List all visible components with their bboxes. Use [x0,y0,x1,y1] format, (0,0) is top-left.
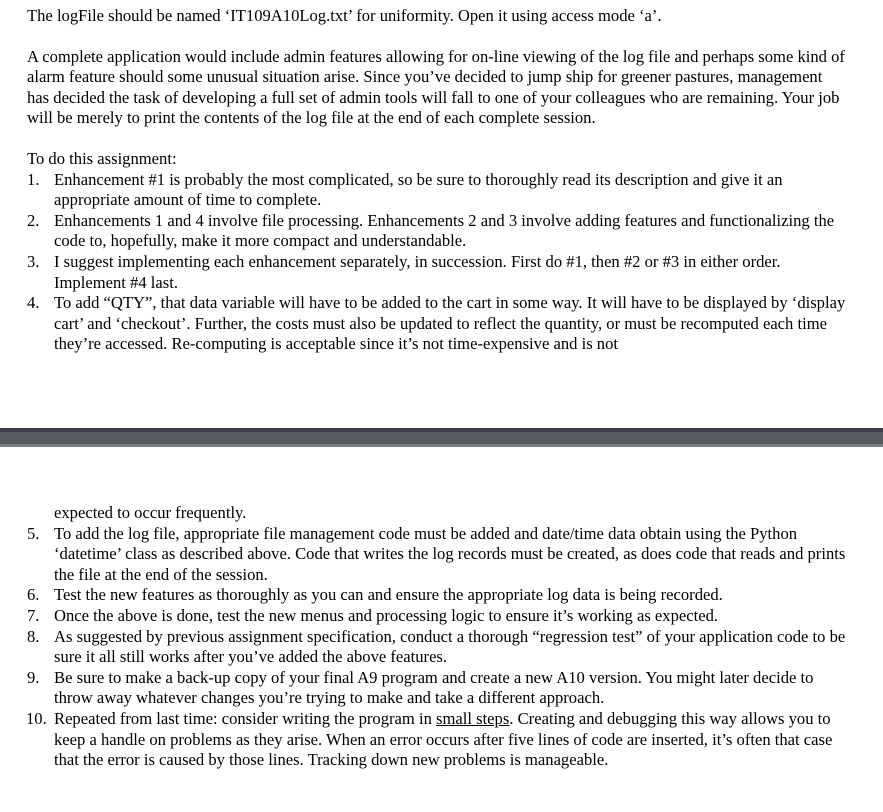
list-text-after: . Creating and debugging this way allows you to keep a handle on problems as they arise. When an error occurs after five lines of code are inserted, it’s often that case that the error is caused by those lines. Tracking down new problems is manageable. [54,708,833,770]
top-steps-list [27,170,847,355]
page-break-shadow [0,428,883,432]
list-text: Be sure to make a back-up copy of your final A9 program and create a new A10 version. You might later decide to throw away whatever changes you’re trying to make and take a different approach. [54,667,814,708]
list-text-before: Repeated from last time: consider writing the program in [54,708,437,728]
list-item [27,709,847,771]
paragraph-admin: A complete application would include admin features allowing for on-line viewing of the log file and perhaps some kind of alarm feature should some unusual situation arise. Since you’ve decided to jump ship for greener pastures, management has decided the task of developing a full set of admin tools will fall to one of your colleagues who are remaining. Your job will be merely to print the contents of the log file at the end of each complete session. [27,46,845,128]
list-item [27,170,847,211]
list-text: As suggested by previous assignment specification, conduct a thorough “regression test” of your application code to be sure it all still works after you’ve added the above features. [54,626,846,667]
bottom-steps-list [27,524,847,771]
paragraph-logfile: The logFile should be named ‘IT109A10Log.txt’ for uniformity. Open it using access mode ‘a’. [27,6,662,25]
list-item [27,211,847,252]
top-page-content [27,6,847,355]
list-number: 8. [27,626,40,646]
list-continuation: expected to occur frequently. [54,503,247,522]
list-number: 3. [27,251,40,271]
list-number: 9. [27,667,40,687]
list-number: 10. [26,708,47,728]
list-text: Once the above is done, test the new menus and processing logic to ensure it’s working as expected. [54,605,719,625]
list-text: Enhancement #1 is probably the most complicated, so be sure to thoroughly read its description and give it an appropriate amount of time to complete. [54,169,783,210]
page-break-divider [0,428,883,447]
list-number: 5. [27,523,40,543]
list-item [27,585,847,606]
list-text: To add the log file, appropriate file management code must be added and date/time data obtain using the Python ‘datetime’ class as described above. Code that writes the log records must be created, as does code that reads and prints the file at the end of the session. [54,523,846,584]
list-item [27,606,847,627]
bottom-page-content [27,503,847,771]
list-item [27,668,847,709]
page-bottom [0,447,883,812]
list-item [27,524,847,586]
list-text: I suggest implementing each enhancement separately, in succession. First do #1, then #2 or #3 in either order. Implement #4 last. [54,251,781,292]
assignment-intro: To do this assignment: [27,148,177,168]
list-text: Test the new features as thoroughly as you can and ensure the appropriate log data is being recorded. [54,585,723,605]
list-number: 2. [27,210,40,230]
underlined-phrase: small steps [436,708,510,728]
list-item [27,627,847,668]
list-item [27,252,847,293]
list-text: Enhancements 1 and 4 involve file processing. Enhancements 2 and 3 involve adding features and functionalizing the code to, hopefully, make it more compact and understandable. [54,210,835,251]
list-number: 1. [27,169,40,189]
list-item [27,293,847,355]
list-text: To add “QTY”, that data variable will have to be added to the cart in some way. It will have to be displayed by ‘display cart’ and ‘checkout’. Further, the costs must also be updated to reflect the quantity, or must be recomputed each time they’re accessed. Re-computing is acceptable since it’s not time-expensive and is not [54,293,846,354]
list-number: 4. [27,293,40,313]
list-number: 6. [27,585,40,605]
list-number: 7. [27,605,40,625]
